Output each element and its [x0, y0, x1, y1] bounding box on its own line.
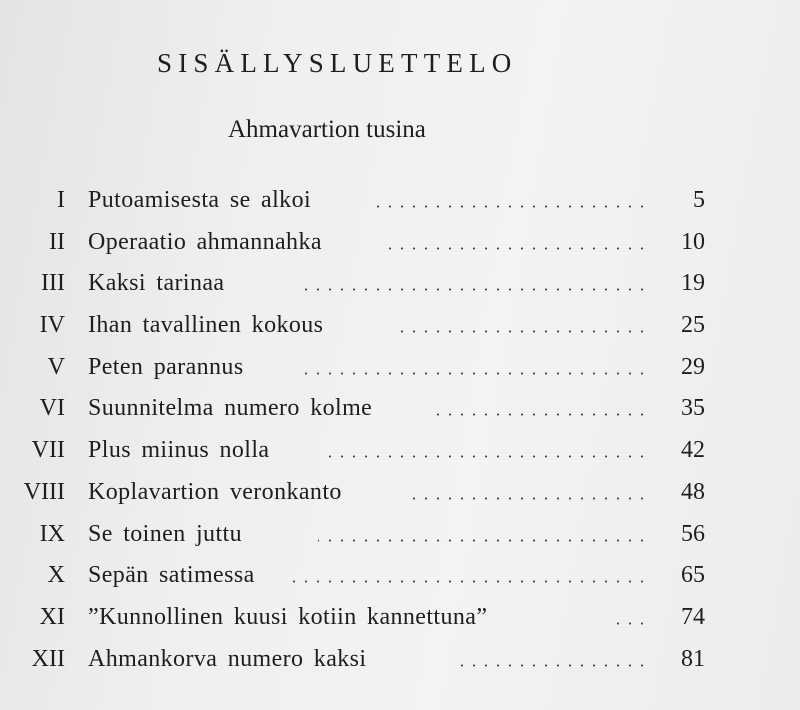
chapter-numeral: V — [47, 353, 65, 380]
chapter-title: Ahmankorva numero kaksi — [88, 645, 367, 672]
dot-leader — [325, 455, 648, 458]
toc-entry — [0, 479, 800, 521]
page-number: 29 — [681, 353, 705, 380]
dot-leader — [405, 497, 648, 500]
chapter-numeral: VIII — [23, 478, 65, 505]
toc-entry — [0, 646, 800, 688]
toc-entry — [0, 562, 800, 604]
chapter-numeral: IV — [39, 312, 65, 339]
chapter-title: Sepän satimessa — [88, 562, 255, 589]
chapter-numeral: I — [57, 187, 65, 213]
chapter-title: Ihan tavallinen kokous — [88, 312, 324, 339]
chapter-numeral: XI — [39, 603, 65, 630]
chapter-title: Koplavartion veronkanto — [88, 478, 342, 505]
dot-leader — [288, 580, 648, 583]
toc-entry — [0, 312, 800, 354]
section-subtitle: Ahmavartion tusina — [228, 116, 426, 143]
chapter-title: ”Kunnollinen kuusi kotiin kannettuna” — [88, 603, 488, 630]
chapter-title: Suunnitelma numero kolme — [88, 395, 373, 422]
dot-leader — [432, 413, 648, 416]
dot-leader — [615, 622, 648, 625]
chapter-numeral: VII — [31, 437, 65, 464]
dot-leader — [460, 664, 648, 667]
toc-entry — [0, 395, 800, 437]
chapter-title: Putoamisesta se alkoi — [88, 187, 312, 213]
page-number: 81 — [681, 645, 705, 672]
chapter-title: Se toinen juttu — [88, 520, 242, 547]
page-number: 25 — [681, 312, 705, 339]
toc-entry — [0, 354, 800, 396]
toc-entry — [0, 604, 800, 646]
page-number: 42 — [681, 437, 705, 464]
dot-leader — [318, 539, 648, 542]
page-number: 19 — [681, 270, 705, 297]
page-number: 65 — [681, 562, 705, 589]
page-number: 5 — [693, 187, 705, 213]
page-number: 56 — [681, 520, 705, 547]
chapter-numeral: II — [49, 228, 65, 255]
chapter-title: Peten parannus — [88, 353, 244, 380]
chapter-numeral: VI — [39, 395, 65, 422]
page-number: 10 — [681, 228, 705, 255]
chapter-title: Operaatio ahmannahka — [88, 228, 322, 255]
table-of-contents — [0, 187, 800, 687]
dot-leader — [298, 288, 648, 291]
page-number: 48 — [681, 478, 705, 505]
page-title: SISÄLLYSLUETTELO — [157, 48, 518, 78]
page-number: 74 — [681, 603, 705, 630]
chapter-numeral: XII — [31, 645, 65, 672]
page-number: 35 — [681, 395, 705, 422]
toc-entry — [0, 270, 800, 312]
toc-entry — [0, 521, 800, 563]
dot-leader — [395, 330, 648, 333]
chapter-numeral: IX — [39, 520, 65, 547]
dot-leader — [305, 372, 648, 375]
toc-entry — [0, 187, 800, 229]
chapter-numeral: III — [41, 270, 65, 297]
dot-leader — [385, 247, 648, 250]
dot-leader — [372, 205, 648, 208]
toc-entry — [0, 437, 800, 479]
chapter-title: Plus miinus nolla — [88, 437, 270, 464]
chapter-title: Kaksi tarinaa — [88, 270, 225, 297]
chapter-numeral: X — [47, 562, 65, 589]
toc-entry — [0, 229, 800, 271]
